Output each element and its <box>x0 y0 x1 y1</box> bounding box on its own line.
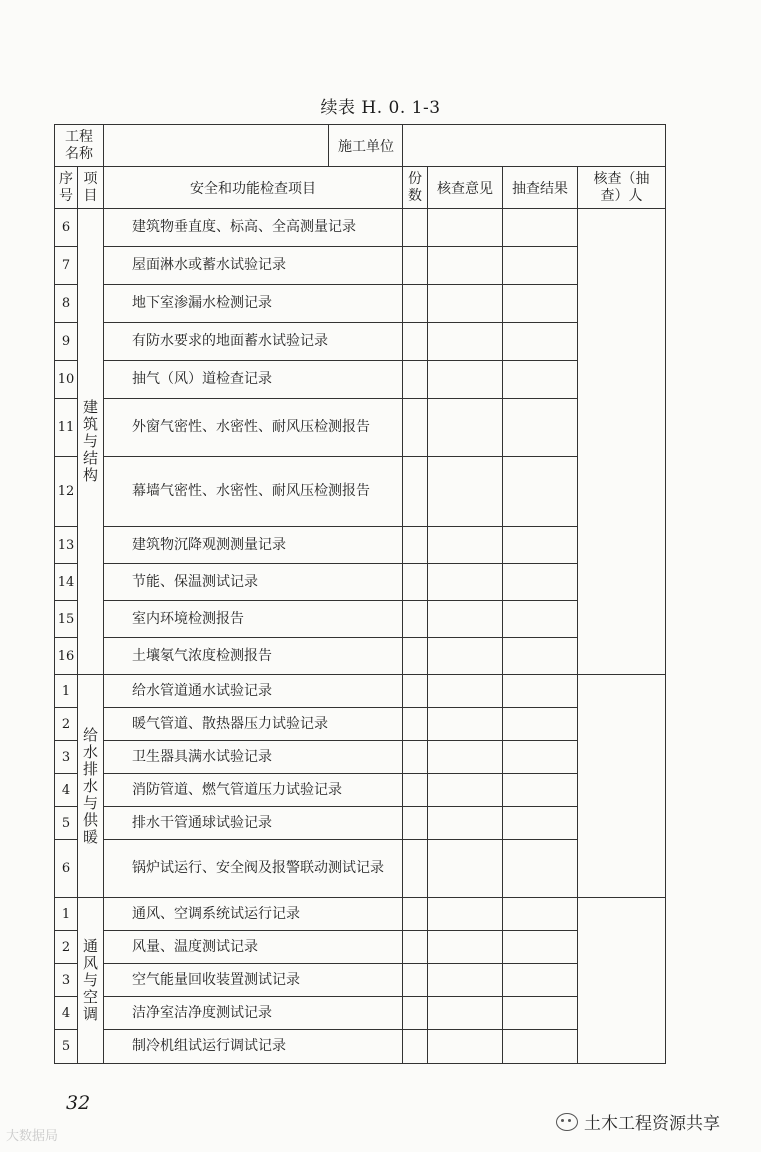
table-row <box>55 997 666 1030</box>
check-item: 节能、保温测试记录 <box>104 564 403 601</box>
check-item: 消防管道、燃气管道压力试验记录 <box>104 774 403 807</box>
check-item: 抽气（风）道检查记录 <box>104 361 403 399</box>
result-cell <box>503 997 578 1030</box>
opinion-cell <box>428 1030 503 1064</box>
watermark-right <box>556 1109 720 1134</box>
row-number: 14 <box>55 564 78 601</box>
opinion-cell <box>428 964 503 997</box>
check-item: 洁净室洁净度测试记录 <box>104 997 403 1030</box>
row-number: 3 <box>55 741 78 774</box>
opinion-cell <box>428 209 503 247</box>
result-cell <box>503 457 578 527</box>
opinion-cell <box>428 323 503 361</box>
check-item: 地下室渗漏水检测记录 <box>104 285 403 323</box>
inspector-cell <box>578 209 666 675</box>
opinion-cell <box>428 457 503 527</box>
check-item: 空气能量回收装置测试记录 <box>104 964 403 997</box>
copies-cell <box>403 527 428 564</box>
row-number: 6 <box>55 209 78 247</box>
result-cell <box>503 1030 578 1064</box>
result-cell <box>503 741 578 774</box>
col-item-header: 安全和功能检查项目 <box>104 167 403 209</box>
copies-cell <box>403 774 428 807</box>
result-cell <box>503 840 578 898</box>
check-item: 外窗气密性、水密性、耐风压检测报告 <box>104 399 403 457</box>
row-number: 5 <box>55 807 78 840</box>
table-row <box>55 840 666 898</box>
wechat-icon <box>556 1113 578 1131</box>
category-cell: 给 水 排 水 与 供 暖 <box>78 675 104 898</box>
inspector-cell <box>578 898 666 1064</box>
opinion-cell <box>428 601 503 638</box>
result-cell <box>503 964 578 997</box>
opinion-cell <box>428 898 503 931</box>
copies-cell <box>403 285 428 323</box>
result-cell <box>503 898 578 931</box>
row-number: 15 <box>55 601 78 638</box>
table-row <box>55 708 666 741</box>
check-item: 屋面淋水或蓄水试验记录 <box>104 247 403 285</box>
row-number: 12 <box>55 457 78 527</box>
table-row <box>55 931 666 964</box>
table-row <box>55 209 666 247</box>
copies-cell <box>403 209 428 247</box>
col-inspector-header: 核查（抽 查）人 <box>578 167 666 209</box>
opinion-cell <box>428 638 503 675</box>
copies-cell <box>403 323 428 361</box>
check-item: 制冷机组试运行调试记录 <box>104 1030 403 1064</box>
table-row <box>55 898 666 931</box>
table-row <box>55 964 666 997</box>
opinion-cell <box>428 807 503 840</box>
copies-cell <box>403 675 428 708</box>
copies-cell <box>403 898 428 931</box>
check-item: 风量、温度测试记录 <box>104 931 403 964</box>
opinion-cell <box>428 840 503 898</box>
opinion-cell <box>428 997 503 1030</box>
row-number: 9 <box>55 323 78 361</box>
check-item: 室内环境检测报告 <box>104 601 403 638</box>
row-number: 2 <box>55 708 78 741</box>
result-cell <box>503 774 578 807</box>
table-row <box>55 323 666 361</box>
project-name-cell <box>104 125 403 167</box>
opinion-cell <box>428 741 503 774</box>
inspector-cell <box>578 675 666 898</box>
result-cell <box>503 361 578 399</box>
check-item: 幕墙气密性、水密性、耐风压检测报告 <box>104 457 403 527</box>
copies-cell <box>403 964 428 997</box>
row-number: 4 <box>55 774 78 807</box>
table-row <box>55 361 666 399</box>
table-row <box>55 564 666 601</box>
copies-cell <box>403 638 428 675</box>
page-number: 32 <box>66 1092 91 1114</box>
opinion-cell <box>428 564 503 601</box>
result-cell <box>503 209 578 247</box>
row-number: 3 <box>55 964 78 997</box>
copies-cell <box>403 399 428 457</box>
row-number: 2 <box>55 931 78 964</box>
copies-cell <box>403 741 428 774</box>
header-row-project <box>55 125 666 167</box>
opinion-cell <box>428 399 503 457</box>
check-item: 卫生器具满水试验记录 <box>104 741 403 774</box>
table-row <box>55 285 666 323</box>
table-row <box>55 247 666 285</box>
check-item: 给水管道通水试验记录 <box>104 675 403 708</box>
opinion-cell <box>428 931 503 964</box>
table-row <box>55 807 666 840</box>
result-cell <box>503 564 578 601</box>
row-number: 16 <box>55 638 78 675</box>
row-number: 4 <box>55 997 78 1030</box>
row-number: 5 <box>55 1030 78 1064</box>
opinion-cell <box>428 774 503 807</box>
copies-cell <box>403 807 428 840</box>
result-cell <box>503 323 578 361</box>
table-row <box>55 774 666 807</box>
copies-cell <box>403 247 428 285</box>
table-row <box>55 675 666 708</box>
col-result-header: 抽查结果 <box>503 167 578 209</box>
col-copies-header: 份 数 <box>403 167 428 209</box>
result-cell <box>503 399 578 457</box>
opinion-cell <box>428 675 503 708</box>
copies-cell <box>403 457 428 527</box>
watermark-left: 大数据局 <box>6 1129 59 1144</box>
result-cell <box>503 708 578 741</box>
col-seq-header: 序 号 <box>55 167 78 209</box>
result-cell <box>503 675 578 708</box>
check-item: 排水干管通球试验记录 <box>104 807 403 840</box>
table-row <box>55 741 666 774</box>
category-cell: 通 风 与 空 调 <box>78 898 104 1064</box>
copies-cell <box>403 840 428 898</box>
result-cell <box>503 638 578 675</box>
opinion-cell <box>428 285 503 323</box>
copies-cell <box>403 1030 428 1064</box>
result-cell <box>503 247 578 285</box>
copies-cell <box>403 564 428 601</box>
copies-cell <box>403 997 428 1030</box>
col-opinion-header: 核查意见 <box>428 167 503 209</box>
result-cell <box>503 931 578 964</box>
check-item: 建筑物垂直度、标高、全高测量记录 <box>104 209 403 247</box>
table-row <box>55 399 666 457</box>
row-number: 1 <box>55 675 78 708</box>
safety-function-check-table <box>54 124 666 1064</box>
table-title: 续表 H. 0. 1-3 <box>320 98 441 118</box>
result-cell <box>503 285 578 323</box>
check-item: 通风、空调系统试运行记录 <box>104 898 403 931</box>
row-number: 7 <box>55 247 78 285</box>
watermark-right-text: 土木工程资源共享 <box>584 1114 720 1134</box>
table-row <box>55 601 666 638</box>
header-row-columns <box>55 167 666 209</box>
row-number: 10 <box>55 361 78 399</box>
table-row <box>55 1030 666 1064</box>
copies-cell <box>403 708 428 741</box>
copies-cell <box>403 361 428 399</box>
construction-unit-label: 施工单位 <box>328 124 403 167</box>
row-number: 11 <box>55 399 78 457</box>
row-number: 1 <box>55 898 78 931</box>
table-row <box>55 638 666 675</box>
result-cell <box>503 601 578 638</box>
result-cell <box>503 527 578 564</box>
copies-cell <box>403 931 428 964</box>
check-item: 建筑物沉降观测测量记录 <box>104 527 403 564</box>
row-number: 6 <box>55 840 78 898</box>
row-number: 8 <box>55 285 78 323</box>
opinion-cell <box>428 247 503 285</box>
opinion-cell <box>428 527 503 564</box>
result-cell <box>503 807 578 840</box>
col-category-header: 项 目 <box>78 167 104 209</box>
check-item: 有防水要求的地面蓄水试验记录 <box>104 323 403 361</box>
table-row <box>55 527 666 564</box>
project-name-label: 工程 名称 <box>55 125 104 167</box>
category-cell: 建 筑 与 结 构 <box>78 209 104 675</box>
construction-unit-value <box>403 125 666 167</box>
check-item: 暖气管道、散热器压力试验记录 <box>104 708 403 741</box>
opinion-cell <box>428 708 503 741</box>
check-item: 锅炉试运行、安全阀及报警联动测试记录 <box>104 840 403 898</box>
check-item: 土壤氡气浓度检测报告 <box>104 638 403 675</box>
row-number: 13 <box>55 527 78 564</box>
copies-cell <box>403 601 428 638</box>
table-row <box>55 457 666 527</box>
opinion-cell <box>428 361 503 399</box>
